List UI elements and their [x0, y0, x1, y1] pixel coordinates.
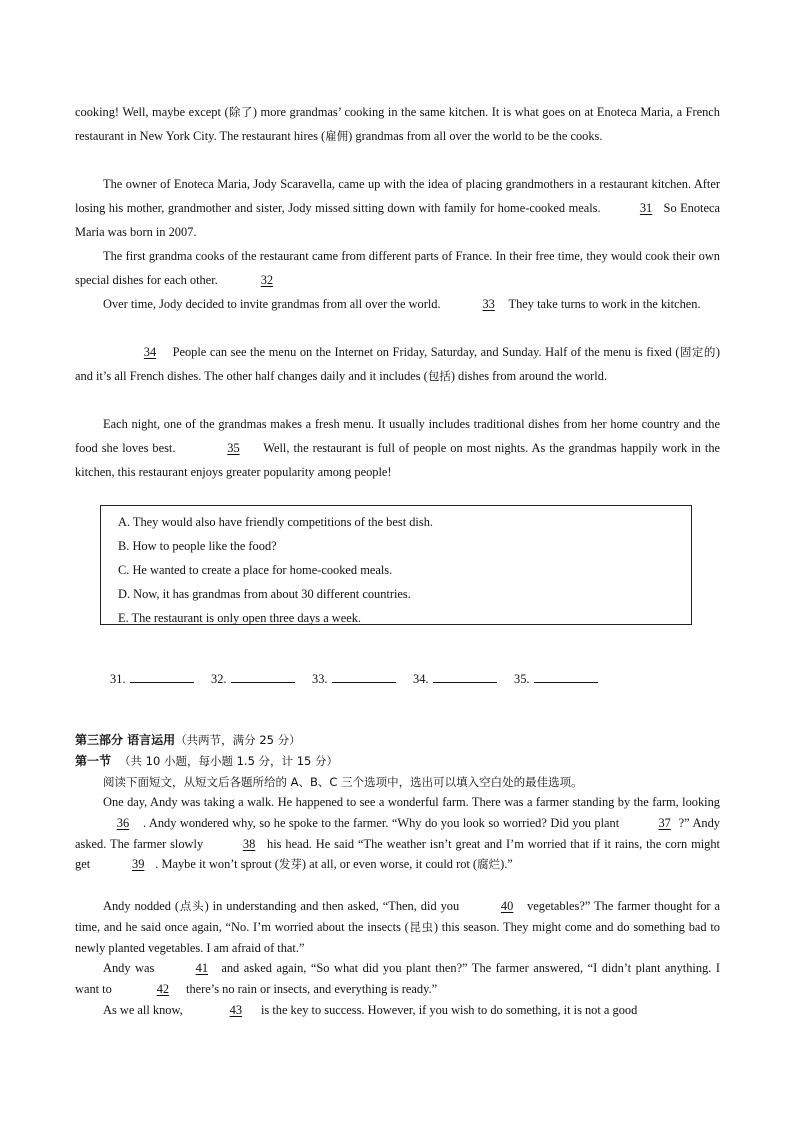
passage-paragraph-4: Over time, Jody decided to invite grandmas from all over the world. 33 They take turns to work in the kitchen. — [75, 292, 720, 316]
answer-blank-35: 35 — [227, 441, 240, 455]
cloze-paragraph-1: One day, Andy was taking a walk. He happened to see a wonderful farm. There was a farmer standing by the farm, looking 36 . Andy wondered why, so he spoke to the farmer. “Why do you look so worried? Did you plant 37 ?” Andy asked. The farmer slowly 38 his head. He said “The weather isn’t great and I’m worried that if it rains, the corn might get 39 . Maybe it won’t sprout (发芽) at all, or even worse, it could rot (腐烂).” — [75, 792, 720, 875]
section-3-instruction: 阅读下面短文，从短文后各题所给的 A、B、C 三个选项中，选出可以填入空白处的最佳选项。 — [103, 775, 583, 789]
options-box — [100, 505, 692, 625]
cloze-blank-40: 40 — [500, 899, 514, 913]
answer-slot-31[interactable]: 31. — [110, 670, 194, 687]
passage-paragraph-3: The first grandma cooks of the restaurant came from different parts of France. In their free time, they would cook their own special dishes for each other. 32 — [75, 244, 720, 292]
cloze-paragraph-2: Andy nodded (点头) in understanding and then asked, “Then, did you 40 vegetables?” The farmer thought for a time, and he said once again, “No. I’m worried about the insects (昆虫) this season. They might come and do something bad to newly planted vegetables. I am afraid of that.” — [75, 896, 720, 958]
cloze-blank-39: 39 — [132, 857, 145, 872]
section-3-subtitle: 第一节 （共 10 小题，每小题 1.5 分，计 15 分） — [75, 754, 339, 768]
answer-slot-34[interactable]: 34. — [413, 670, 497, 687]
cloze-blank-43: 43 — [229, 1003, 243, 1017]
cloze-paragraph-3: Andy was 41 and asked again, “So what did you plant then?” The farmer answered, “I didn’t plant anything. I want to 42 there’s no rain or insects, and everything is ready.” — [75, 958, 720, 1000]
section-3-title: 第三部分 语言运用（共两节，满分 25 分） — [75, 733, 301, 747]
cloze-blank-36: 36 — [116, 815, 130, 830]
answer-slot-33[interactable]: 33. — [312, 670, 396, 687]
cloze-blank-38: 38 — [242, 836, 256, 851]
answer-slot-32[interactable]: 32. — [211, 670, 295, 687]
answer-slot-35[interactable]: 35. — [514, 670, 598, 687]
passage-paragraph-2: The owner of Enoteca Maria, Jody Scaravella, came up with the idea of placing grandmothers in a restaurant kitchen. After losing his mother, grandmother and sister, Jody missed sitting down with family for home-cooked meals. 31 So Enoteca Maria was born in 2007. — [75, 177, 721, 239]
option-a: A. They would also have friendly competitions of the best dish. — [118, 515, 433, 529]
cloze-paragraph-4: As we all know, 43 is the key to success. However, if you wish to do something, it is not a good — [75, 1000, 720, 1021]
option-b: B. How to people like the food? — [118, 539, 277, 553]
cloze-blank-41: 41 — [195, 961, 209, 975]
cloze-blank-42: 42 — [156, 981, 170, 996]
passage-paragraph-5: 34 People can see the menu on the Internet on Friday, Saturday, and Sunday. Half of the menu is fixed (固定的) and it’s all French dishes. The other half changes daily and it includes (包括) dishes from around the world. — [75, 340, 720, 388]
passage-paragraph-1: cooking! Well, maybe except (除了) more grandmas’ cooking in the same kitchen. It is what goes on at Enoteca Maria, a French restaurant in New York City. The restaurant hires (雇佣) grandmas from all over the world to be the cooks. — [75, 105, 721, 143]
option-e: E. The restaurant is only open three days a week. — [118, 611, 362, 625]
answer-blank-34: 34 — [143, 345, 157, 359]
passage-paragraph-6: Each night, one of the grandmas makes a fresh menu. It usually includes traditional dishes from her home country and the food she loves best. 35 Well, the restaurant is full of people on most nights. As the grandmas happily work in the kitchen, this restaurant enjoys greater popularity among people! — [75, 417, 721, 479]
option-c: C. He wanted to create a place for home-cooked meals. — [118, 563, 393, 577]
answer-blank-32: 32 — [260, 273, 274, 287]
cloze-blank-37: 37 — [658, 815, 671, 830]
answer-blank-33: 33 — [482, 297, 495, 311]
answer-blank-31: 31 — [639, 201, 653, 215]
option-d: D. Now, it has grandmas from about 30 different countries. — [118, 587, 411, 601]
